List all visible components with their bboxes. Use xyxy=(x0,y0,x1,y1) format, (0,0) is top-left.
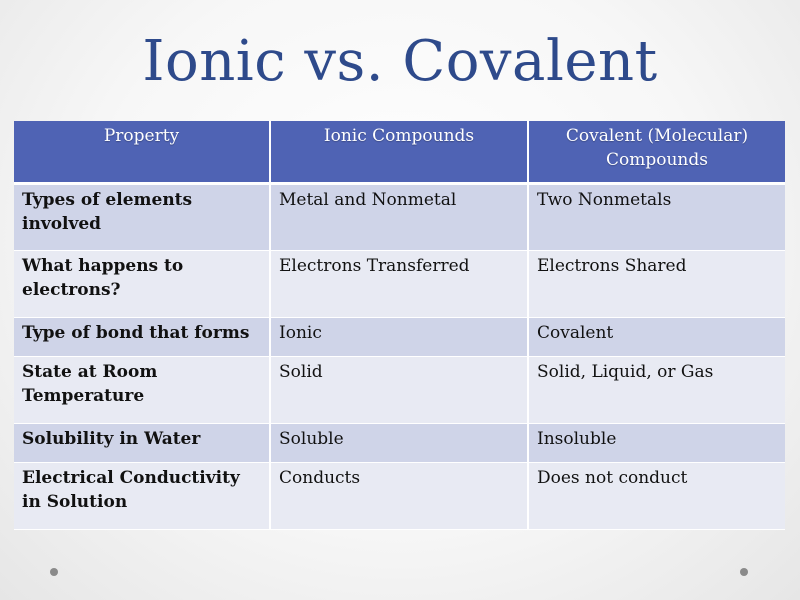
row-property-cell: Types of elements involved xyxy=(14,183,270,250)
row-covalent-cell: Covalent xyxy=(528,317,785,356)
comparison-table-container xyxy=(14,121,785,530)
slide-title: Ionic vs. Covalent xyxy=(142,29,658,94)
row-property-cell: Type of bond that forms xyxy=(14,317,270,356)
row-ionic-cell: Conducts xyxy=(270,462,528,529)
bullet-dot-icon xyxy=(50,568,58,576)
header-covalent-compounds: Covalent (Molecular) Compounds xyxy=(528,121,785,183)
row-covalent-cell: Solid, Liquid, or Gas xyxy=(528,356,785,423)
header-property: Property xyxy=(14,121,270,183)
table-row xyxy=(14,250,785,317)
row-covalent-cell: Two Nonmetals xyxy=(528,183,785,250)
row-property-cell: Solubility in Water xyxy=(14,423,270,462)
row-ionic-cell: Electrons Transferred xyxy=(270,250,528,317)
row-covalent-cell: Insoluble xyxy=(528,423,785,462)
table-row xyxy=(14,183,785,250)
row-covalent-cell: Electrons Shared xyxy=(528,250,785,317)
table-row xyxy=(14,462,785,529)
row-property-cell: State at Room Temperature xyxy=(14,356,270,423)
row-ionic-cell: Soluble xyxy=(270,423,528,462)
table-row xyxy=(14,423,785,462)
row-property-cell: What happens to electrons? xyxy=(14,250,270,317)
row-covalent-cell: Does not conduct xyxy=(528,462,785,529)
row-ionic-cell: Ionic xyxy=(270,317,528,356)
header-ionic-compounds: Ionic Compounds xyxy=(270,121,528,183)
row-ionic-cell: Metal and Nonmetal xyxy=(270,183,528,250)
comparison-table xyxy=(14,121,785,530)
table-row xyxy=(14,356,785,423)
table-header-row xyxy=(14,121,785,183)
row-property-cell: Electrical Conductivity in Solution xyxy=(14,462,270,529)
bullet-dot-icon xyxy=(740,568,748,576)
row-ionic-cell: Solid xyxy=(270,356,528,423)
table-row xyxy=(14,317,785,356)
